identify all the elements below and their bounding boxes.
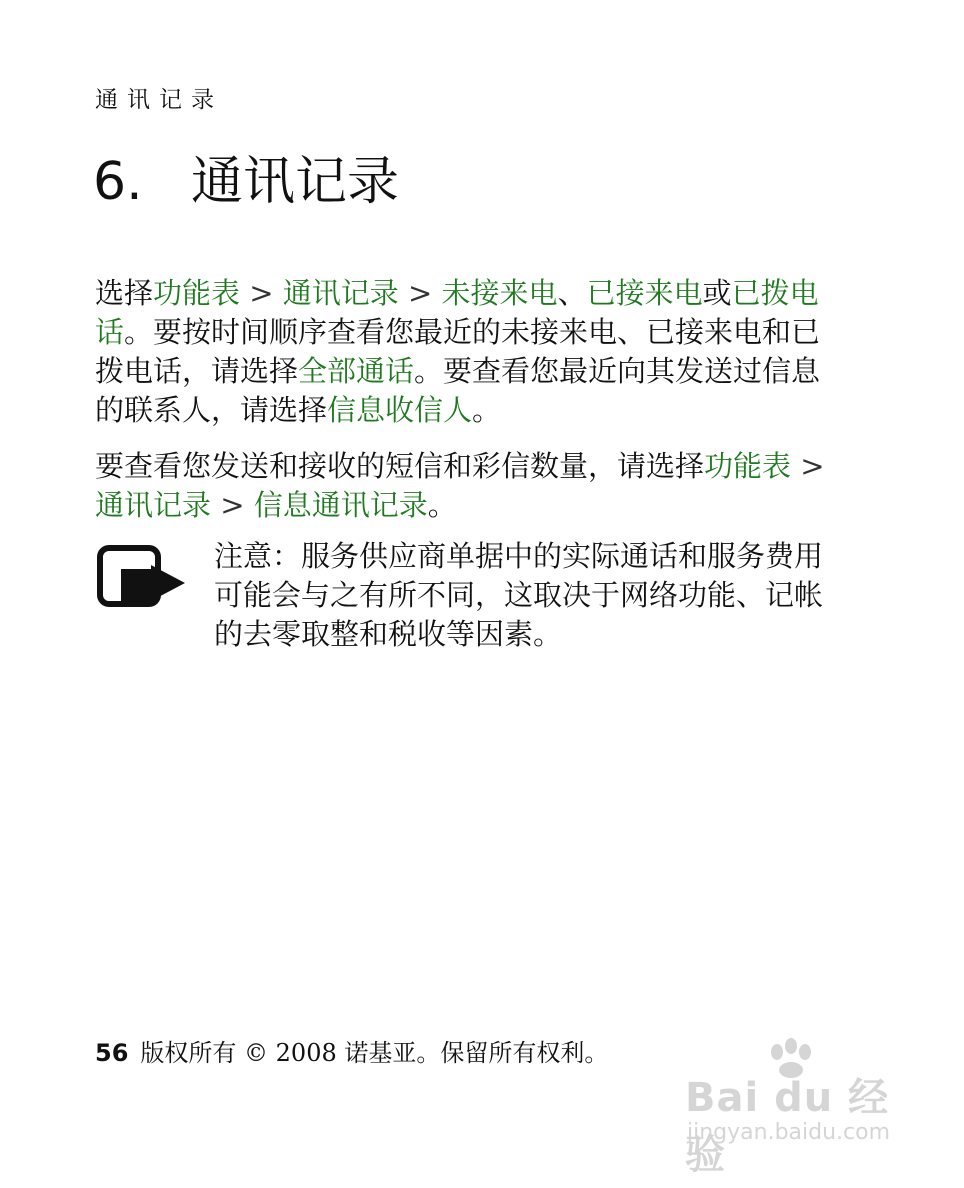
text-segment: 。要按时间顺序查看您最近的未接来电、已接来电和已拨电话，请选择 <box>95 315 821 388</box>
path-separator: > <box>398 276 442 310</box>
text-segment: 要查看您发送和接收的短信和彩信数量，请选择 <box>95 449 705 483</box>
note-label: 注意： <box>214 539 302 573</box>
chapter-number: 6. <box>93 152 143 212</box>
text-segment: 或 <box>702 276 732 310</box>
menu-received-calls: 已接来电 <box>586 276 703 310</box>
text-segment: 。 <box>472 393 502 427</box>
page-footer <box>95 1036 608 1070</box>
menu-msg-recipients: 信息收信人 <box>327 393 473 427</box>
menu-all-calls: 全部通话 <box>298 354 415 388</box>
menu-missed-calls: 未接来电 <box>441 276 558 310</box>
text-segment: 、 <box>557 276 587 310</box>
baidu-watermark <box>685 1038 925 1178</box>
running-header: 通讯记录 <box>95 87 223 113</box>
text-segment: 。要查看您最近向其发送过信息的联系人，请选择 <box>95 354 821 427</box>
watermark-brand: Bai du 经验 <box>685 1075 890 1178</box>
path-separator: > <box>240 276 283 310</box>
menu-path-call-log: 通讯记录 <box>95 488 212 522</box>
menu-message-log: 信息通讯记录 <box>253 488 428 522</box>
menu-dialled-calls: 已拨电话 <box>95 276 819 349</box>
paragraph-call-log-menu <box>95 274 835 430</box>
path-separator: > <box>211 488 254 522</box>
page-number: 56 <box>95 1039 129 1067</box>
note-text: 服务供应商单据中的实际通话和服务费用可能会与之有所不同，这取决于网络功能、记帐的去零取整和税收等因素。 <box>214 539 824 651</box>
note-hand-icon <box>97 545 187 609</box>
watermark-url: jingyan.baidu.com <box>687 1120 891 1145</box>
note-paragraph <box>214 537 834 654</box>
path-separator: > <box>791 449 825 483</box>
menu-path-functions: 功能表 <box>704 449 792 483</box>
menu-path-call-log: 通讯记录 <box>282 276 399 310</box>
text-segment: 选择 <box>95 276 154 310</box>
copyright-notice: 版权所有 © 2008 诺基亚。保留所有权利。 <box>140 1039 609 1067</box>
paragraph-message-log <box>95 447 835 525</box>
menu-path-functions: 功能表 <box>153 276 241 310</box>
chapter-title <box>93 148 399 216</box>
chapter-title-text: 通讯记录 <box>191 152 400 212</box>
text-segment: 。 <box>427 488 457 522</box>
